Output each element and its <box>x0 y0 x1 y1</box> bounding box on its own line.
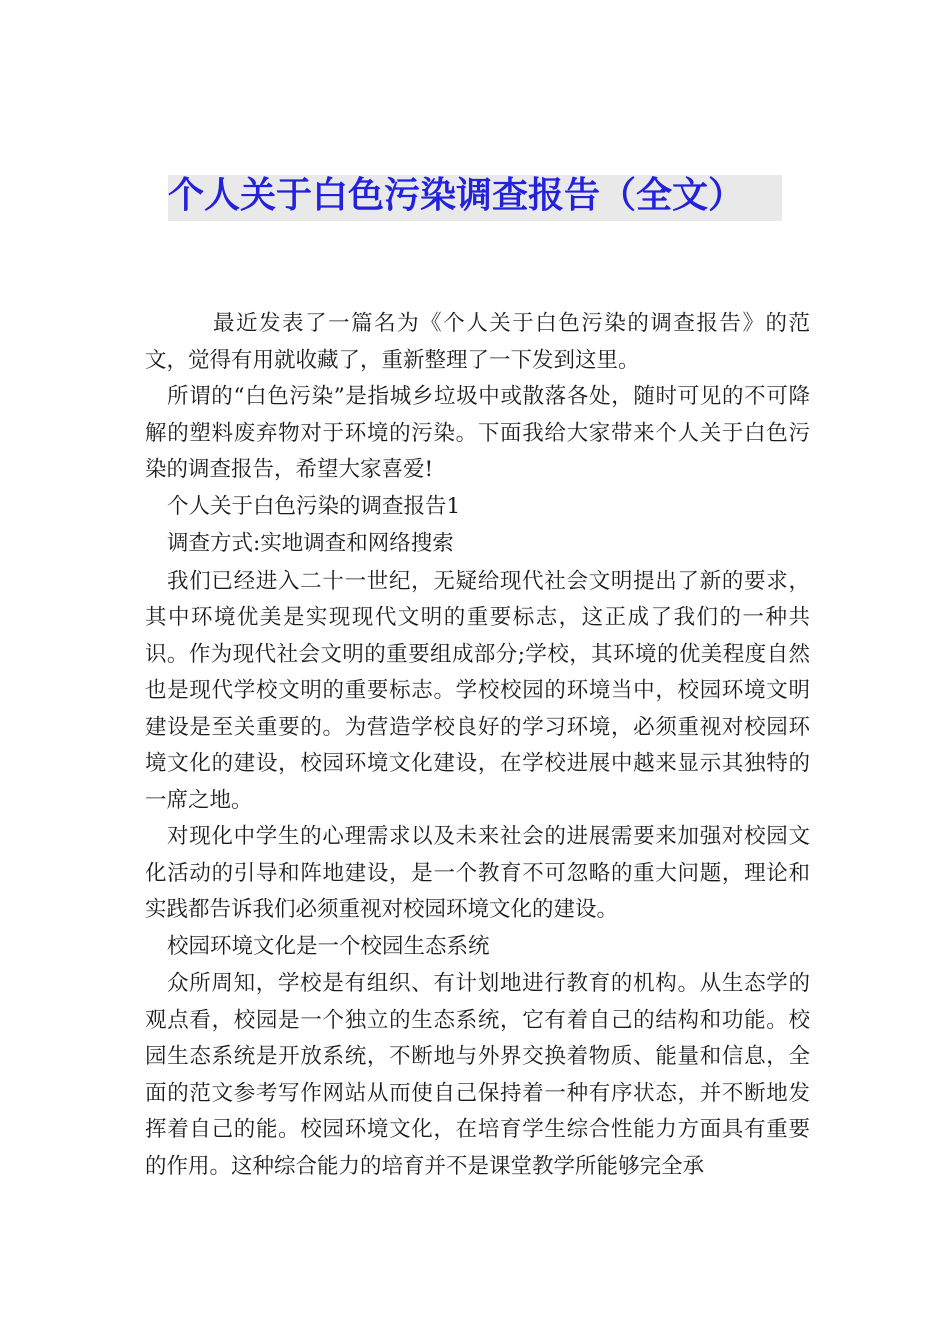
paragraph-intro: 最近发表了一篇名为《个人关于白色污染的调查报告》的范文，觉得有用就收藏了，重新整理了一下发到这里。 <box>145 311 810 373</box>
document-body <box>145 306 810 1185</box>
survey-method: 调查方式:实地调查和网络搜索 <box>167 531 454 556</box>
section-heading-ecosystem: 校园环境文化是一个校园生态系统 <box>167 933 490 959</box>
paragraph-definition: 所谓的“白色污染”是指城乡垃圾中或散落各处，随时可见的不可降解的塑料废弃物对于环境的污染。下面我给大家带来个人关于白色污染的调查报告，希望大家喜爱! <box>145 384 810 482</box>
paragraph-civilization: 我们已经进入二十一世纪，无疑给现代社会文明提出了新的要求，其中环境优美是实现现代文明的重要标志，这正成了我们的一种共识。作为现代社会文明的重要组成部分;学校，其环境的优美程度自然也是现代学校文明的重要标志。学校校园的环境当中，校园环境文明建设是至关重要的。为营造学校良好的学习环境，必须重视对校园环境文化的建设，校园环境文化建设，在学校进展中越来显示其独特的一席之地。 <box>145 568 810 813</box>
document-title: 个人关于白色污染调查报告（全文） <box>168 175 745 216</box>
section-heading-report-1: 个人关于白色污染的调查报告1 <box>167 493 461 519</box>
paragraph-student-needs: 对现化中学生的心理需求以及未来社会的进展需要来加强对校园文化活动的引导和阵地建设，是一个教育不可忽略的重大问题，理论和实践都告诉我们必须重视对校园环境文化的建设。 <box>145 824 810 922</box>
paragraph-ecosystem: 众所周知，学校是有组织、有计划地进行教育的机构。从生态学的观点看，校园是一个独立的生态系统，它有着自己的结构和功能。校园生态系统是开放系统，不断地与外界交换着物质、能量和信息，全面的范文参考写作网站从而使自己保持着一种有序状态，并不断地发挥着自己的能。校园环境文化，在培育学生综合性能力方面具有重要的作用。这种综合能力的培育并不是课堂教学所能够完全承 <box>145 971 810 1179</box>
